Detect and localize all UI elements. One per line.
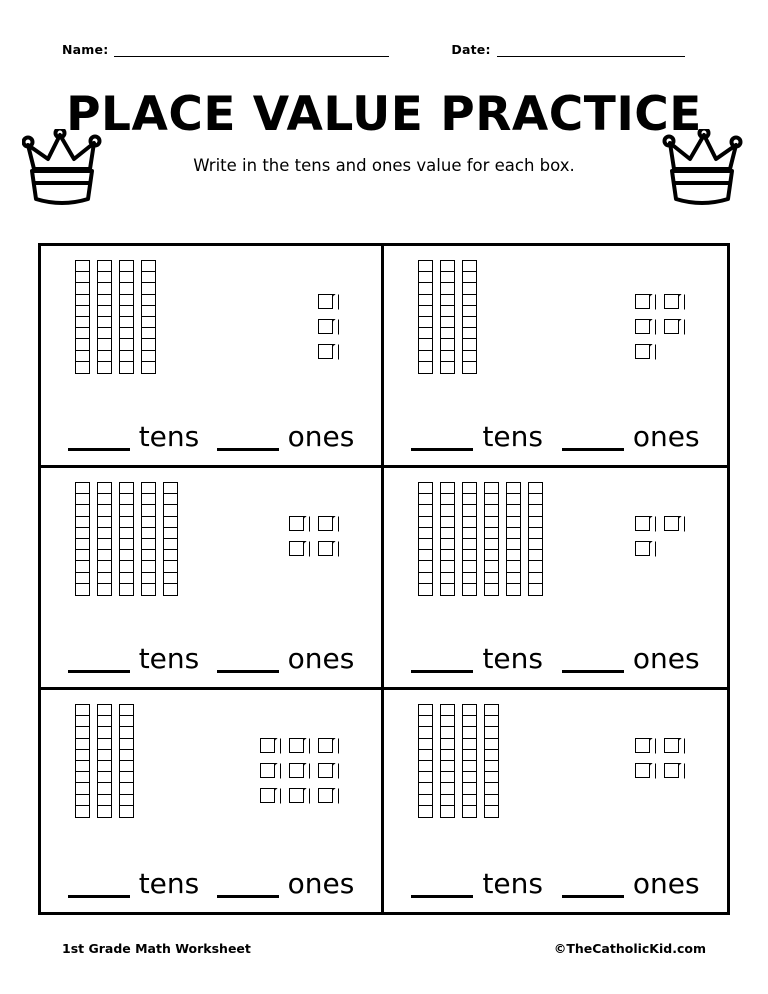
name-label: Name: (62, 42, 109, 57)
one-cube (664, 313, 685, 334)
answer-tens (411, 422, 543, 451)
tens-label: tens (482, 867, 543, 900)
footer (62, 941, 706, 956)
ten-rod (97, 260, 112, 374)
name-input-line[interactable] (114, 43, 389, 57)
rod-segment (440, 805, 455, 818)
answer-tens (411, 644, 543, 673)
ten-rod (119, 704, 134, 818)
rod-segment (75, 805, 90, 818)
date-label: Date: (451, 42, 491, 57)
tens-answer-blank[interactable] (68, 869, 130, 898)
base-ten-blocks (41, 698, 381, 850)
tens-label: tens (138, 867, 200, 900)
footer-right-text: ©TheCatholicKid.com (553, 941, 706, 956)
one-cube (260, 757, 281, 778)
answer-tens (68, 644, 200, 673)
ones-label: ones (632, 420, 700, 453)
problem-cell (41, 690, 384, 912)
answer-row (384, 422, 727, 451)
ten-rod (462, 260, 477, 374)
one-cube (318, 338, 339, 359)
tens-rods (67, 254, 156, 374)
answer-ones (217, 644, 355, 673)
ten-rod (484, 482, 499, 596)
one-cube (318, 313, 339, 334)
answer-row (41, 644, 381, 673)
ones-cubes (635, 698, 701, 778)
tens-label: tens (482, 642, 543, 675)
ten-rod (75, 260, 90, 374)
answer-row (41, 422, 381, 451)
rod-segment (440, 361, 455, 374)
one-cube (318, 510, 339, 531)
ten-rod (119, 260, 134, 374)
one-cube (635, 288, 656, 309)
answer-row (384, 869, 727, 898)
ones-answer-blank[interactable] (217, 422, 279, 451)
tens-answer-blank[interactable] (411, 644, 473, 673)
rod-segment (97, 805, 112, 818)
problem-cell (41, 468, 384, 690)
answer-ones (217, 422, 355, 451)
title-block (0, 87, 768, 207)
ten-rod (97, 704, 112, 818)
base-ten-blocks (41, 254, 381, 406)
one-cube (289, 732, 310, 753)
answer-ones (562, 644, 700, 673)
one-cube (289, 782, 310, 803)
ten-rod (506, 482, 521, 596)
answer-tens (411, 869, 543, 898)
ones-cubes (289, 476, 355, 556)
one-cube (635, 535, 656, 556)
base-ten-blocks (384, 476, 727, 628)
ones-label: ones (287, 867, 355, 900)
one-cube (318, 782, 339, 803)
ones-cubes (318, 254, 355, 359)
ones-answer-blank[interactable] (217, 644, 279, 673)
ones-answer-blank[interactable] (562, 869, 624, 898)
rod-segment (484, 805, 499, 818)
one-cube (289, 757, 310, 778)
problem-cell (384, 246, 727, 468)
one-cube (664, 732, 685, 753)
problem-cell (384, 468, 727, 690)
one-cube (289, 535, 310, 556)
ones-answer-blank[interactable] (217, 869, 279, 898)
footer-left-text: 1st Grade Math Worksheet (62, 941, 251, 956)
ten-rod (440, 704, 455, 818)
base-ten-blocks (384, 698, 727, 850)
one-cube (664, 510, 685, 531)
one-cube (635, 313, 656, 334)
tens-label: tens (138, 642, 200, 675)
rod-segment (75, 361, 90, 374)
crown-icon (22, 129, 130, 216)
rod-segment (418, 361, 433, 374)
ones-cubes (635, 476, 701, 556)
one-cube (289, 510, 310, 531)
ten-rod (418, 482, 433, 596)
ten-rod (484, 704, 499, 818)
ones-label: ones (287, 642, 355, 675)
rod-segment (141, 361, 156, 374)
tens-rods (67, 698, 134, 818)
problem-grid (38, 243, 730, 915)
rod-segment (462, 805, 477, 818)
ten-rod (462, 482, 477, 596)
tens-answer-blank[interactable] (68, 422, 130, 451)
tens-label: tens (138, 420, 200, 453)
ten-rod (462, 704, 477, 818)
rod-segment (462, 583, 477, 596)
rod-segment (97, 583, 112, 596)
one-cube (664, 757, 685, 778)
rod-segment (440, 583, 455, 596)
ones-answer-blank[interactable] (562, 422, 624, 451)
one-cube (260, 782, 281, 803)
answer-ones (562, 869, 700, 898)
ten-rod (75, 482, 90, 596)
ten-rod (75, 704, 90, 818)
ten-rod (418, 260, 433, 374)
ten-rod (528, 482, 543, 596)
name-field-group (62, 42, 389, 57)
tens-answer-blank[interactable] (411, 869, 473, 898)
page-title: PLACE VALUE PRACTICE (66, 87, 702, 142)
one-cube (635, 757, 656, 778)
one-cube (260, 732, 281, 753)
problem-cell (41, 246, 384, 468)
ten-rod (418, 704, 433, 818)
ten-rod (141, 260, 156, 374)
one-cube (635, 732, 656, 753)
date-field-group (451, 42, 684, 57)
one-cube (318, 732, 339, 753)
ones-label: ones (632, 642, 700, 675)
ten-rod (119, 482, 134, 596)
answer-row (41, 869, 381, 898)
crown-icon (638, 129, 746, 216)
ten-rod (163, 482, 178, 596)
tens-rods (410, 698, 499, 818)
rod-segment (418, 583, 433, 596)
ten-rod (141, 482, 156, 596)
ones-cubes (260, 698, 355, 803)
rod-segment (119, 361, 134, 374)
ten-rod (440, 260, 455, 374)
problem-cell (384, 690, 727, 912)
answer-ones (562, 422, 700, 451)
rod-segment (141, 583, 156, 596)
rod-segment (163, 583, 178, 596)
one-cube (635, 510, 656, 531)
one-cube (664, 288, 685, 309)
ones-label: ones (632, 867, 700, 900)
ten-rod (440, 482, 455, 596)
rod-segment (119, 805, 134, 818)
tens-answer-blank[interactable] (68, 644, 130, 673)
ones-answer-blank[interactable] (562, 644, 624, 673)
tens-answer-blank[interactable] (411, 422, 473, 451)
answer-tens (68, 422, 200, 451)
page-subtitle: Write in the tens and ones value for each box. (193, 156, 575, 175)
rod-segment (119, 583, 134, 596)
rod-segment (75, 583, 90, 596)
ten-rod (97, 482, 112, 596)
rod-segment (97, 361, 112, 374)
tens-label: tens (482, 420, 543, 453)
base-ten-blocks (384, 254, 727, 406)
name-date-row (0, 0, 768, 57)
base-ten-blocks (41, 476, 381, 628)
rod-segment (484, 583, 499, 596)
ones-cubes (635, 254, 701, 359)
one-cube (318, 757, 339, 778)
answer-row (384, 644, 727, 673)
tens-rods (67, 476, 178, 596)
rod-segment (506, 583, 521, 596)
one-cube (318, 288, 339, 309)
date-input-line[interactable] (497, 43, 685, 57)
tens-rods (410, 254, 477, 374)
tens-rods (410, 476, 543, 596)
rod-segment (528, 583, 543, 596)
one-cube (318, 535, 339, 556)
rod-segment (462, 361, 477, 374)
answer-ones (217, 869, 355, 898)
answer-tens (68, 869, 200, 898)
rod-segment (418, 805, 433, 818)
one-cube (635, 338, 656, 359)
ones-label: ones (287, 420, 355, 453)
